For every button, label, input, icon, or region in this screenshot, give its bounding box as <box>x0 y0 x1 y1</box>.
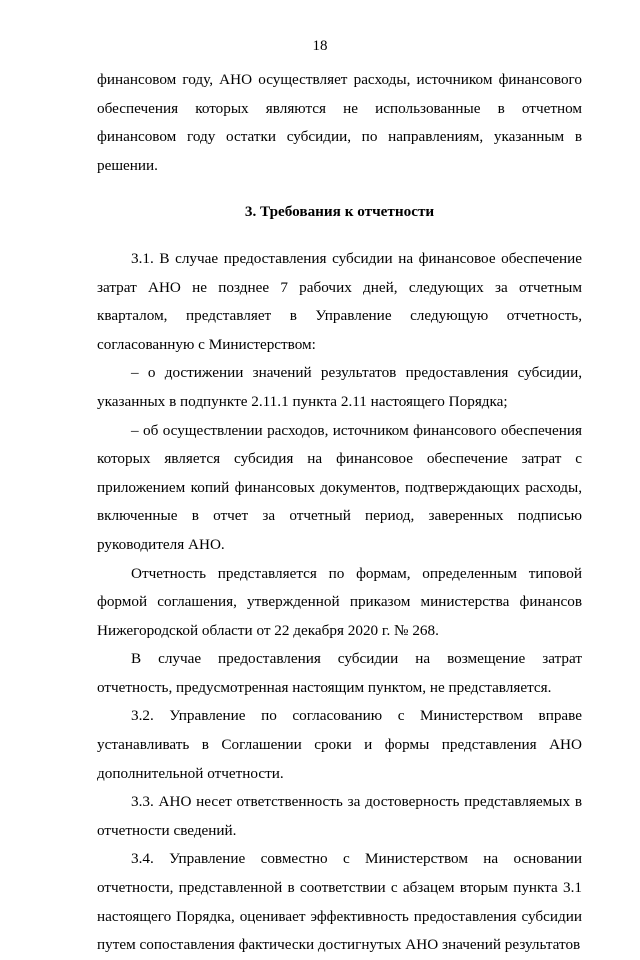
section-heading: 3. Требования к отчетности <box>244 203 435 221</box>
list-item-results: – о достижении значений результатов предоставления субсидии, указанных в подпункте 2.11.1 пункта 2.11 настоящего Порядка; <box>97 364 582 410</box>
page-number: 18 <box>312 38 328 54</box>
paragraph-forms: Отчетность представляется по формам, определенным типовой формой соглашения, утвержденной приказом министерства финансов Нижегородской области от 22 декабря 2020 г. № 268. <box>97 564 582 639</box>
paragraph-3-2: 3.2. Управление по согласованию с Министерством вправе устанавливать в Соглашении сроки и формы представления АНО дополнительной отчетности. <box>97 707 582 782</box>
paragraph-3-4: 3.4. Управление совместно с Министерством на основании отчетности, представленной в соответствии с абзацем вторым пункта 3.1 настоящего Порядка, оценивает эффективность предоставления субсидии путем сопоставления фактически достигнутых АНО значений результатов <box>97 850 582 954</box>
paragraph-reimbursement: В случае предоставления субсидии на возмещение затрат отчетность, предусмотренная настоящим пунктом, не представляется. <box>97 650 582 696</box>
list-item-expenses: – об осуществлении расходов, источником финансового обеспечения которых является субсидия на финансовое обеспечение затрат с приложением копий финансовых документов, подтверждающих расходы, включенные в отчет за отчетный период, заверенных подписью руководителя АНО. <box>97 421 582 553</box>
paragraph-continuation: финансовом году, АНО осуществляет расходы, источником финансового обеспечения которых являются не использованные в отчетном финансовом году остатки субсидии, по направлениям, указанным в решении. <box>97 71 582 174</box>
paragraph-3-1: 3.1. В случае предоставления субсидии на финансовое обеспечение затрат АНО не позднее 7 рабочих дней, следующих за отчетным кварталом, представляет в Управление следующую отчетность, согласованную с Министерством: <box>97 249 582 353</box>
document-body <box>97 66 582 960</box>
paragraph-3-3: 3.3. АНО несет ответственность за достоверность представляемых в отчетности сведений. <box>97 793 582 839</box>
